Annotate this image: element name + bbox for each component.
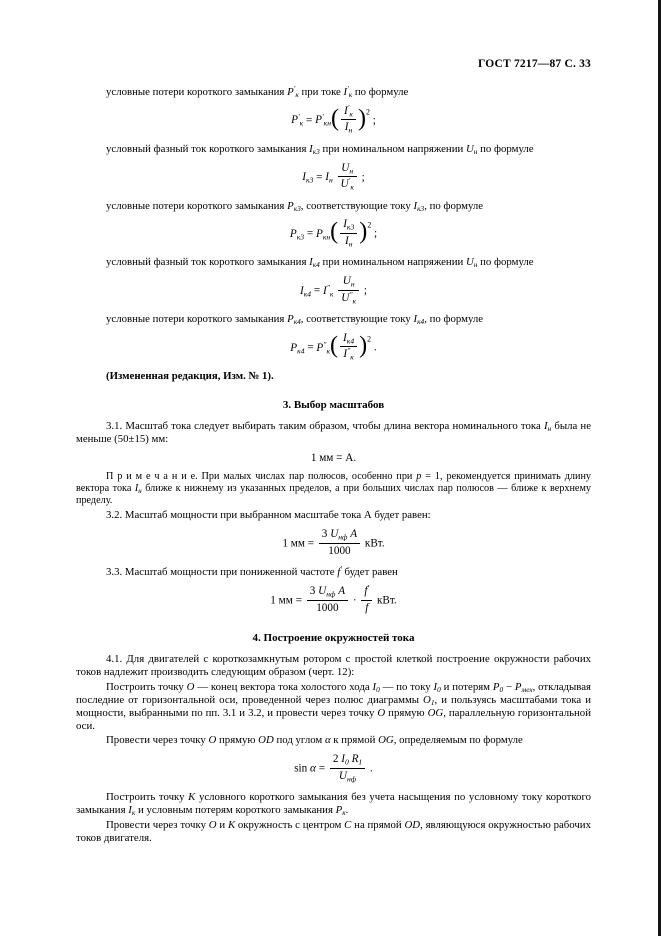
formula-phase-current-ik3: $I_{к3} = I_н$ $\frac{U_н}{U'_к}$ ; — [302, 161, 365, 192]
para-amendment-note: (Измененная редакция, Изм. № 1). — [106, 369, 274, 382]
big-paren: ( — [330, 218, 339, 245]
para-3-2-power-scale: 3.2. Масштаб мощности при выбранном масштабе тока А будет равен: — [106, 509, 431, 522]
fraction: $\frac{I_{к4}}{I''_к}$ — [340, 332, 357, 362]
section-heading-circle-construction: 4. Построение окружностей тока — [252, 632, 415, 644]
formula-power-scale-reduced-frequency: 1 мм = $\frac{3 U_{нф} А}{1000}$ · $\frac{f'}{f}$ кВт. — [270, 582, 397, 614]
fraction: $\frac{U_н}{U'_к}$ — [338, 162, 357, 192]
formula-losses-pk3: $P_{к3} = P_{кн}$( $\frac{I_{к3}}{I_н}$ )$^2$ ; — [289, 218, 378, 249]
big-paren: ) — [359, 218, 368, 245]
para-phase-current-ik4: условный фазный ток короткого замыкания $I_{к4}$ при номинальном напряжении $U_н$ по формуле — [106, 256, 534, 270]
big-paren: ) — [357, 105, 367, 132]
fraction: $\frac{2 I_0 R_1}{U_{нф}}$ — [330, 753, 365, 783]
fraction: $\frac{I'_к}{I_н}$ — [341, 105, 356, 135]
para-3-1-current-scale: 3.1. Масштаб тока следует выбирать таким образом, чтобы длина вектора номинального тока $I_н$ была не меньше (50±15) мм: — [76, 419, 591, 445]
formula-current-scale: 1 мм = А. — [310, 451, 357, 464]
big-paren: ) — [359, 332, 368, 359]
doc-reference: ГОСТ 7217—87 С. 33 — [478, 58, 591, 70]
fraction: $\frac{3 U_{нф} А}{1000}$ — [319, 528, 360, 558]
formula-losses-pk-prime: $P'_к = P'_{кн}$( $\frac{I'_к}{I_н}$ )$^2$ ; — [291, 102, 376, 135]
fraction: $\frac{U_н}{U''_к}$ — [338, 275, 359, 305]
para-3-3-power-scale-reduced-frequency: 3.3. Масштаб мощности при пониженной частоте f′ будет равен — [106, 564, 398, 579]
fraction: $\frac{3 U_{нф} А}{1000}$ — [307, 585, 348, 615]
para-construct-point-o: Построить точку О — конец вектора тока холостого хода $I_0$ — по току $I_0$ и потерям $P_0 - P_{мех}$, откладывая последние от горизонтальной оси, проведенной через полюс диаграммы $О_1$, и пользуясь масштабами тока и мощности, выбранными по пп. 3.1 и 3.2, и провести через точку О прямую ОG, параллельную горизонтальной оси. — [76, 680, 592, 732]
formula-losses-pk4: $P_{к4} = P''_к$( $\frac{I_{к4}}{I''_к}$ )$^2$ . — [290, 332, 377, 362]
para-phase-current-ik3: условный фазный ток короткого замыкания $I_{к3}$ при номинальном напряжении $U_н$ по формуле — [106, 142, 534, 156]
formula-phase-current-ik4: $I_{к4} = I''_к$ $\frac{U_н}{U''_к}$ ; — [299, 275, 367, 305]
fraction: $\frac{f'}{f}$ — [361, 585, 372, 615]
section-heading-scales: 3. Выбор масштабов — [282, 398, 385, 411]
fraction: $\frac{I_{к3}}{I_н}$ — [340, 218, 357, 248]
para-line-od-angle: Провести через точку О прямую ОD под углом α к прямой ОG, определяемым по формуле — [106, 734, 523, 747]
page-header — [76, 58, 591, 70]
para-draw-circle: Провести через точку О и К окружность с центром С на прямой ОD, являющуюся окружностью рабочих токов двигателя. — [76, 819, 591, 844]
para-4-1-squirrel-cage: 4.1. Для двигателей с короткозамкнутым ротором с простой клеткой построение окружности рабочих токов надлежит производить следующим образом (черт. 12): — [76, 653, 591, 678]
para-construct-point-k: Построить точку К условного короткого замыкания без учета насыщения по условному току короткого замыкания $I_к$ и условным потерям короткого замыкания $P_к$. — [76, 791, 591, 818]
formula-power-scale: 1 мм = $\frac{3 U_{нф} А}{1000}$ кВт. — [282, 528, 385, 557]
big-paren: ( — [330, 105, 340, 132]
big-paren: ( — [330, 332, 339, 359]
para-note-pole-pairs: П р и м е ч а н и е. При малых числах пар полюсов, особенно при p = 1, рекомендуется принимать длину вектора тока $I_н$ ближе к нижнему из указанных пределов, а при больших числах пар полюсов — ближе к верхнему пределу. — [76, 470, 592, 507]
formula-sin-alpha: sin α = $\frac{2 I_0 R_1}{U_{нф}}$ . — [294, 753, 373, 784]
para-losses-pk3: условные потери короткого замыкания $P_{к3}$, соответствующие току $I_{к3}$, по формуле — [106, 199, 484, 213]
para-losses-pk-prime: условные потери короткого замыкания $P'_к$ при токе $I'_к$ по формуле — [106, 83, 409, 100]
para-losses-pk4: условные потери короткого замыкания $P_{к4}$, соответствующие току $I_{к4}$, по формуле — [106, 313, 484, 327]
